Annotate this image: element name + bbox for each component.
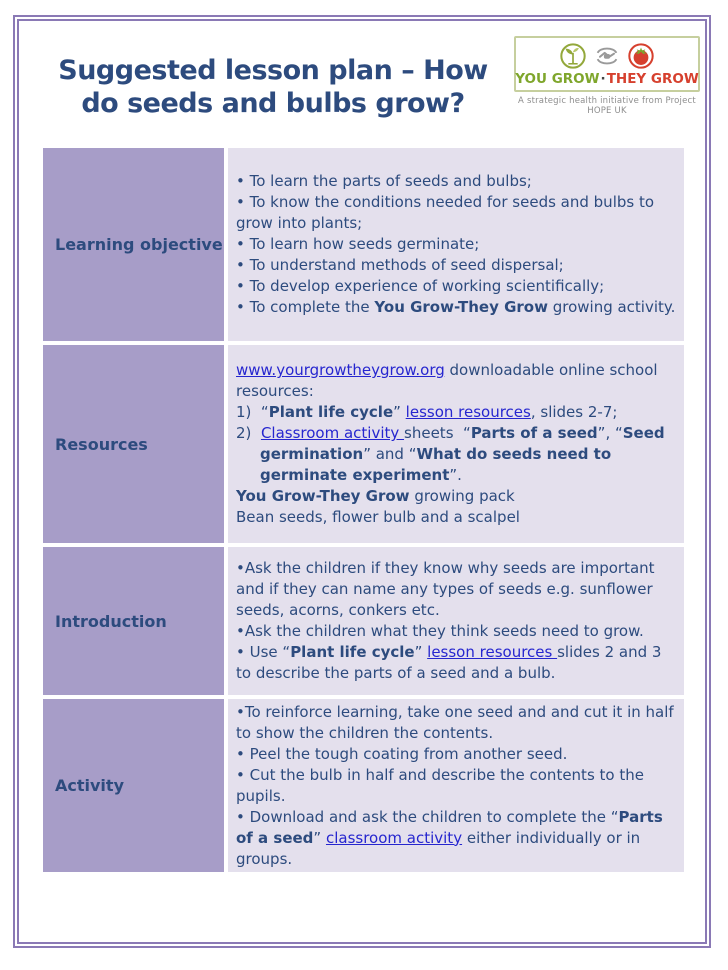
table-row: [43, 148, 684, 341]
paragraph: [236, 297, 676, 318]
text: ”.: [449, 466, 462, 484]
paragraph: [236, 423, 676, 486]
text: • Download and ask the children to complete the “: [236, 807, 619, 826]
text: Bean seeds, flower bulb and a scalpel: [236, 508, 520, 526]
hyperlink[interactable]: lesson resources: [427, 643, 558, 661]
logo-box: [514, 36, 700, 92]
handshake-icon: [593, 42, 621, 70]
bold-text: What do seeds need to germinate experiment: [260, 445, 617, 484]
text: • To learn the parts of seeds and bulbs;: [236, 172, 532, 190]
row-content-activity: [228, 699, 684, 872]
text: •To reinforce learning, take one seed and and cut it in half to show the children the contents.: [236, 702, 679, 742]
paragraph: [236, 765, 676, 807]
text: • To develop experience of working scientifically;: [236, 277, 605, 295]
page-title: Suggested lesson plan – How do seeds and bulbs grow?: [58, 55, 488, 120]
text: 1) “: [236, 403, 269, 421]
text: growing pack: [409, 487, 515, 505]
logo-icons: [559, 42, 655, 70]
paragraph: [236, 192, 676, 234]
paragraph: [236, 255, 676, 276]
text: • Use “: [236, 643, 291, 661]
paragraph: [236, 486, 676, 507]
text: sheets “: [404, 424, 471, 442]
row-label-introduction: Introduction: [43, 547, 224, 695]
text: 2): [236, 424, 261, 442]
row-label-activity: Activity: [43, 699, 224, 872]
text: • To understand methods of seed dispersal;: [236, 256, 564, 274]
text: • To learn how seeds germinate;: [236, 235, 480, 253]
text: ”, “: [597, 424, 623, 442]
bold-text: Parts of a seed: [470, 424, 598, 442]
table-row: [43, 345, 684, 543]
hyperlink[interactable]: www.yourgrowtheygrow.org: [236, 361, 445, 379]
bold-text: You Grow-They Grow: [236, 487, 410, 505]
bold-text: Seed germination: [260, 424, 670, 463]
bold-text: Plant life cycle: [290, 643, 415, 661]
paragraph: [236, 807, 676, 870]
paragraph: [236, 360, 676, 402]
logo-separator-dot: ·: [600, 71, 606, 87]
text: • Cut the bulb in half and describe the contents to the pupils.: [236, 765, 649, 805]
paragraph: [236, 171, 676, 192]
logo-text-they-grow: THEY GROW: [606, 71, 699, 87]
text: ”: [414, 643, 428, 661]
table-row: [43, 547, 684, 695]
text: downloadable online school resources:: [236, 361, 663, 400]
text: ”: [393, 403, 406, 421]
paragraph: [236, 702, 679, 744]
paragraph: [236, 642, 676, 684]
text: either individually or in groups.: [236, 828, 645, 868]
text: ”: [313, 828, 326, 847]
text: growing activity.: [547, 298, 676, 316]
text: •Ask the children what they think seeds need to grow.: [236, 622, 644, 640]
paragraph: [236, 744, 676, 765]
seedling-icon: [559, 42, 587, 70]
logo-wordmark: [515, 72, 698, 86]
text: • To complete the: [236, 298, 375, 316]
brand-logo: [514, 36, 700, 116]
paragraph: [236, 234, 676, 255]
lesson-table: [43, 148, 684, 872]
row-content-learning-objective: [228, 148, 684, 341]
logo-tagline: A strategic health initiative from Project HOPE UK: [518, 96, 696, 116]
text: •Ask the children if they know why seeds are important and if they can name any types of seeds e.g. sunflower seeds, acorns, conkers etc.: [236, 559, 660, 619]
row-content-introduction: [228, 547, 684, 695]
bold-text: Parts of a seed: [236, 807, 668, 847]
hyperlink[interactable]: lesson resources: [405, 403, 531, 421]
text: • To know the conditions needed for seeds and bulbs to grow into plants;: [236, 193, 659, 232]
table-row: [43, 699, 684, 872]
bold-text: Plant life cycle: [268, 403, 394, 421]
paragraph: [236, 507, 676, 528]
text: , slides 2-7;: [530, 403, 618, 421]
row-content-resources: [228, 345, 684, 543]
paragraph: [236, 402, 676, 423]
hyperlink[interactable]: Classroom activity: [260, 424, 405, 442]
hyperlink[interactable]: classroom activity: [325, 828, 463, 847]
row-label-resources: Resources: [43, 345, 224, 543]
logo-text-you-grow: YOU GROW: [515, 71, 600, 87]
row-label-learning-objective: Learning objective: [43, 148, 224, 341]
paragraph: [236, 558, 676, 621]
tomato-icon: [627, 42, 655, 70]
text: • Peel the tough coating from another seed.: [236, 744, 568, 763]
text: ” and “: [363, 445, 417, 463]
paragraph: [236, 621, 676, 642]
text: slides 2 and 3 to describe the parts of a seed and a bulb.: [236, 643, 667, 682]
paragraph: [236, 276, 676, 297]
bold-text: You Grow-They Grow: [374, 298, 548, 316]
